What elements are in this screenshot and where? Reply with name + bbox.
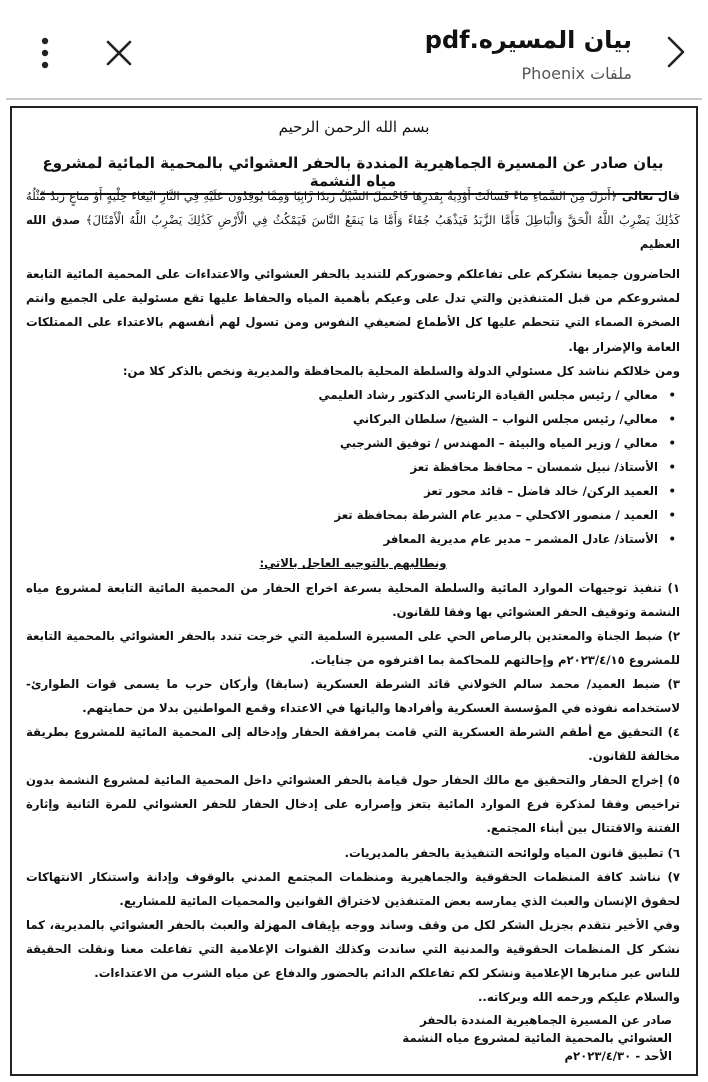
demand-item: ٢) ضبط الجناة والمعتدين بالرصاص الحي على المسيرة السلمية التي خرجت تندد بالحفر العشوائي بالمحمية التابعة للمشروع ٢٠٢٣/٤/١٥م وإحالتهم للمحاكمة بما اقترفوه من جنايات. (26, 628, 680, 667)
document-page (10, 106, 698, 1076)
signature-line: صادر عن المسيرة الجماهيرية المنددة بالحفر (420, 1013, 672, 1028)
closing-paragraph: وفي الأخير نتقدم بجزيل الشكر لكل من وقف وساند ووجه بإيقاف المهزلة والعبث بالحفر العشوائي بالمديرية، كما نشكر كل المنظمات الحقوقية والمدنية التي ساندت وكذلك القنوات الإعلامية التي تفاعلت معنا ونقلت الحقيقة للناس عبر منابرها الإعلامية ونشكر لكم تفاعلكم الدائم بالحضور والدفاع عن مياه الشرب من الاعتداءات. (26, 917, 680, 980)
pdf-viewer[interactable] (6, 98, 702, 1082)
close-button[interactable] (100, 34, 138, 72)
signature-line: العشوائي بالمحمية المائية لمشروع مياه النشمة (402, 1031, 672, 1046)
verse-close: صدق الله العظيم (26, 213, 680, 252)
chevron-right-icon (665, 35, 687, 69)
file-source: ملفات Phoenix (521, 64, 632, 83)
official-item: • الأستاذ/ عادل المشمر – مدير عام مديرية المعافر (26, 527, 658, 551)
quran-verse (26, 184, 680, 256)
demand-item: ٤) التحقيق مع أطقم الشرطة العسكرية التي قامت بمرافقة الحفار وإدخاله إلى المحمية المائية للمشروع بطريقة مخالفة للقانون. (26, 725, 680, 764)
bismillah: بسم الله الرحمن الرحيم (278, 118, 430, 136)
officials-list (26, 383, 680, 552)
app-header (0, 0, 708, 96)
official-item: • العميد / منصور الاكحلي – مدير عام الشرطة بمحافظة تعز (26, 503, 658, 527)
close-icon (104, 38, 134, 68)
demand-item: ٣) ضبط العميد/ محمد سالم الخولاني قائد الشرطة العسكرية (سابقا) وأركان حرب ما يسمى قوات الطوارئ- لاستخدامه نفوذه في المؤسسة العسكرية وأفرادها والياتها في الاعتداء وقمع المواطنين بدلا من حمايتهم. (26, 676, 680, 715)
document-date: الأحد - ٢٠٢٣/٤/٣٠م (564, 1049, 672, 1064)
demand-item: ١) تنفيذ توجيهات الموارد المائية والسلطة المحلية بسرعة اخراج الحفار من المحمية المائية التابعة لمشروع مياه النشمة وتوقيف الحفر العشوائي بها وفقا للقانون. (26, 580, 680, 619)
document-body (26, 184, 680, 1065)
file-title: بيان المسيره.pdf (424, 26, 632, 54)
paragraph-thanks: الحاضرون جميعا نشكركم على تفاعلكم وحضوركم للتنديد بالحفر العشوائي والاعتداءات على المحمية المائية التابعة لمشروعكم من قبل المتنفذين والتي تدل على وعيكم بأهمية المياه والحفاظ عليها تقع مسئولية على الجميع وانتم الصخرة الصماء التي تتحطم عليها كل الأطماع لضعيفي النفوس ومن تسول لهم أنفسهم بالاعتداء على الممتلكات العامة والإضرار بها. (26, 267, 680, 354)
verse-text: ﴿أَنزَلَ مِنَ السَّمَاءِ مَاءً فَسَالَتْ أَوْدِيَةٌ بِقَدَرِهَا فَاحْتَمَلَ السَّيْلُ زَبَدًا رَّابِيًا وَمِمَّا يُوقِدُونَ عَلَيْهِ فِي النَّارِ ابْتِغَاءَ حِلْيَةٍ أَوْ مَتَاعٍ زَبَدٌ مِّثْلُهُ كَذَٰلِكَ يَضْرِبُ اللَّهُ الْحَقَّ وَالْبَاطِلَ فَأَمَّا الزَّبَدُ فَيَذْهَبُ جُفَاءً وَأَمَّا مَا يَنفَعُ النَّاسَ فَيَمْكُثُ فِي الْأَرْضِ كَذَٰلِكَ يَضْرِبُ اللَّهُ الْأَمْثَالَ﴾ (26, 189, 680, 228)
back-button[interactable] (658, 30, 694, 74)
demands-title: ونطالبهم بالتوجيه العاجل بالاتي: (259, 556, 447, 571)
demand-item: ٧) نناشد كافة المنظمات الحقوقية والجماهيرية ومنظمات المجتمع المدني بالوقوف وإدانة واستنكار الانتهاكات لحقوق الإنسان والعبث الذي يمارسه بعض المتنفذين لاختراق القوانين والمحميات المائية للمشاريع. (26, 869, 680, 908)
verse-intro: قال تعالى (621, 189, 680, 203)
demand-item: ٥) إخراج الحفار والتحقيق مع مالك الحفار حول قيامة بالحفر العشوائي داخل المحمية المائية لمشروع النشمة بدون تراخيص وفقا لمذكرة فرع الموارد المائية بتعز وإصراره على إدخال الحفار للحفر العشوائي للمرة الثانية وإثارة الفتنة والاقتتال بين أبناء المجتمع. (26, 773, 680, 836)
official-item: • العميد الركن/ خالد فاضل – قائد محور تعز (26, 479, 658, 503)
official-item: • الأستاذ/ نبيل شمسان – محافظ محافظة تعز (26, 455, 658, 479)
signature-block (26, 1011, 680, 1065)
official-item: • معالي / وزير المياه والبيئة – المهندس / توفيق الشرجبي (26, 431, 658, 455)
demands-list (26, 576, 680, 913)
demand-item: ٦) تطبيق قانون المياه ولوائحه التنفيذية بالحفر بالمديريات. (344, 845, 680, 860)
document-heading: بيان صادر عن المسيرة الجماهيرية المنددة بالحفر العشوائي بالمحمية المائية لمشروع مياه النشمة (40, 154, 666, 195)
official-item: • معالي / رئيس مجلس القيادة الرئاسي الدكتور رشاد العليمي (26, 383, 658, 407)
salutation: والسلام عليكم ورحمه الله وبركاته.. (477, 990, 680, 1005)
more-options-button[interactable] (30, 32, 60, 74)
more-vertical-icon (40, 36, 50, 70)
official-item: • معالي/ رئيس مجلس النواب – الشيخ/ سلطان البركاني (26, 407, 658, 431)
paragraph-appeal: ومن خلالكم نناشد كل مسئولي الدولة والسلطة المحلية بالمحافظة والمديرية ونخص بالذكر كلا من: (122, 363, 680, 378)
